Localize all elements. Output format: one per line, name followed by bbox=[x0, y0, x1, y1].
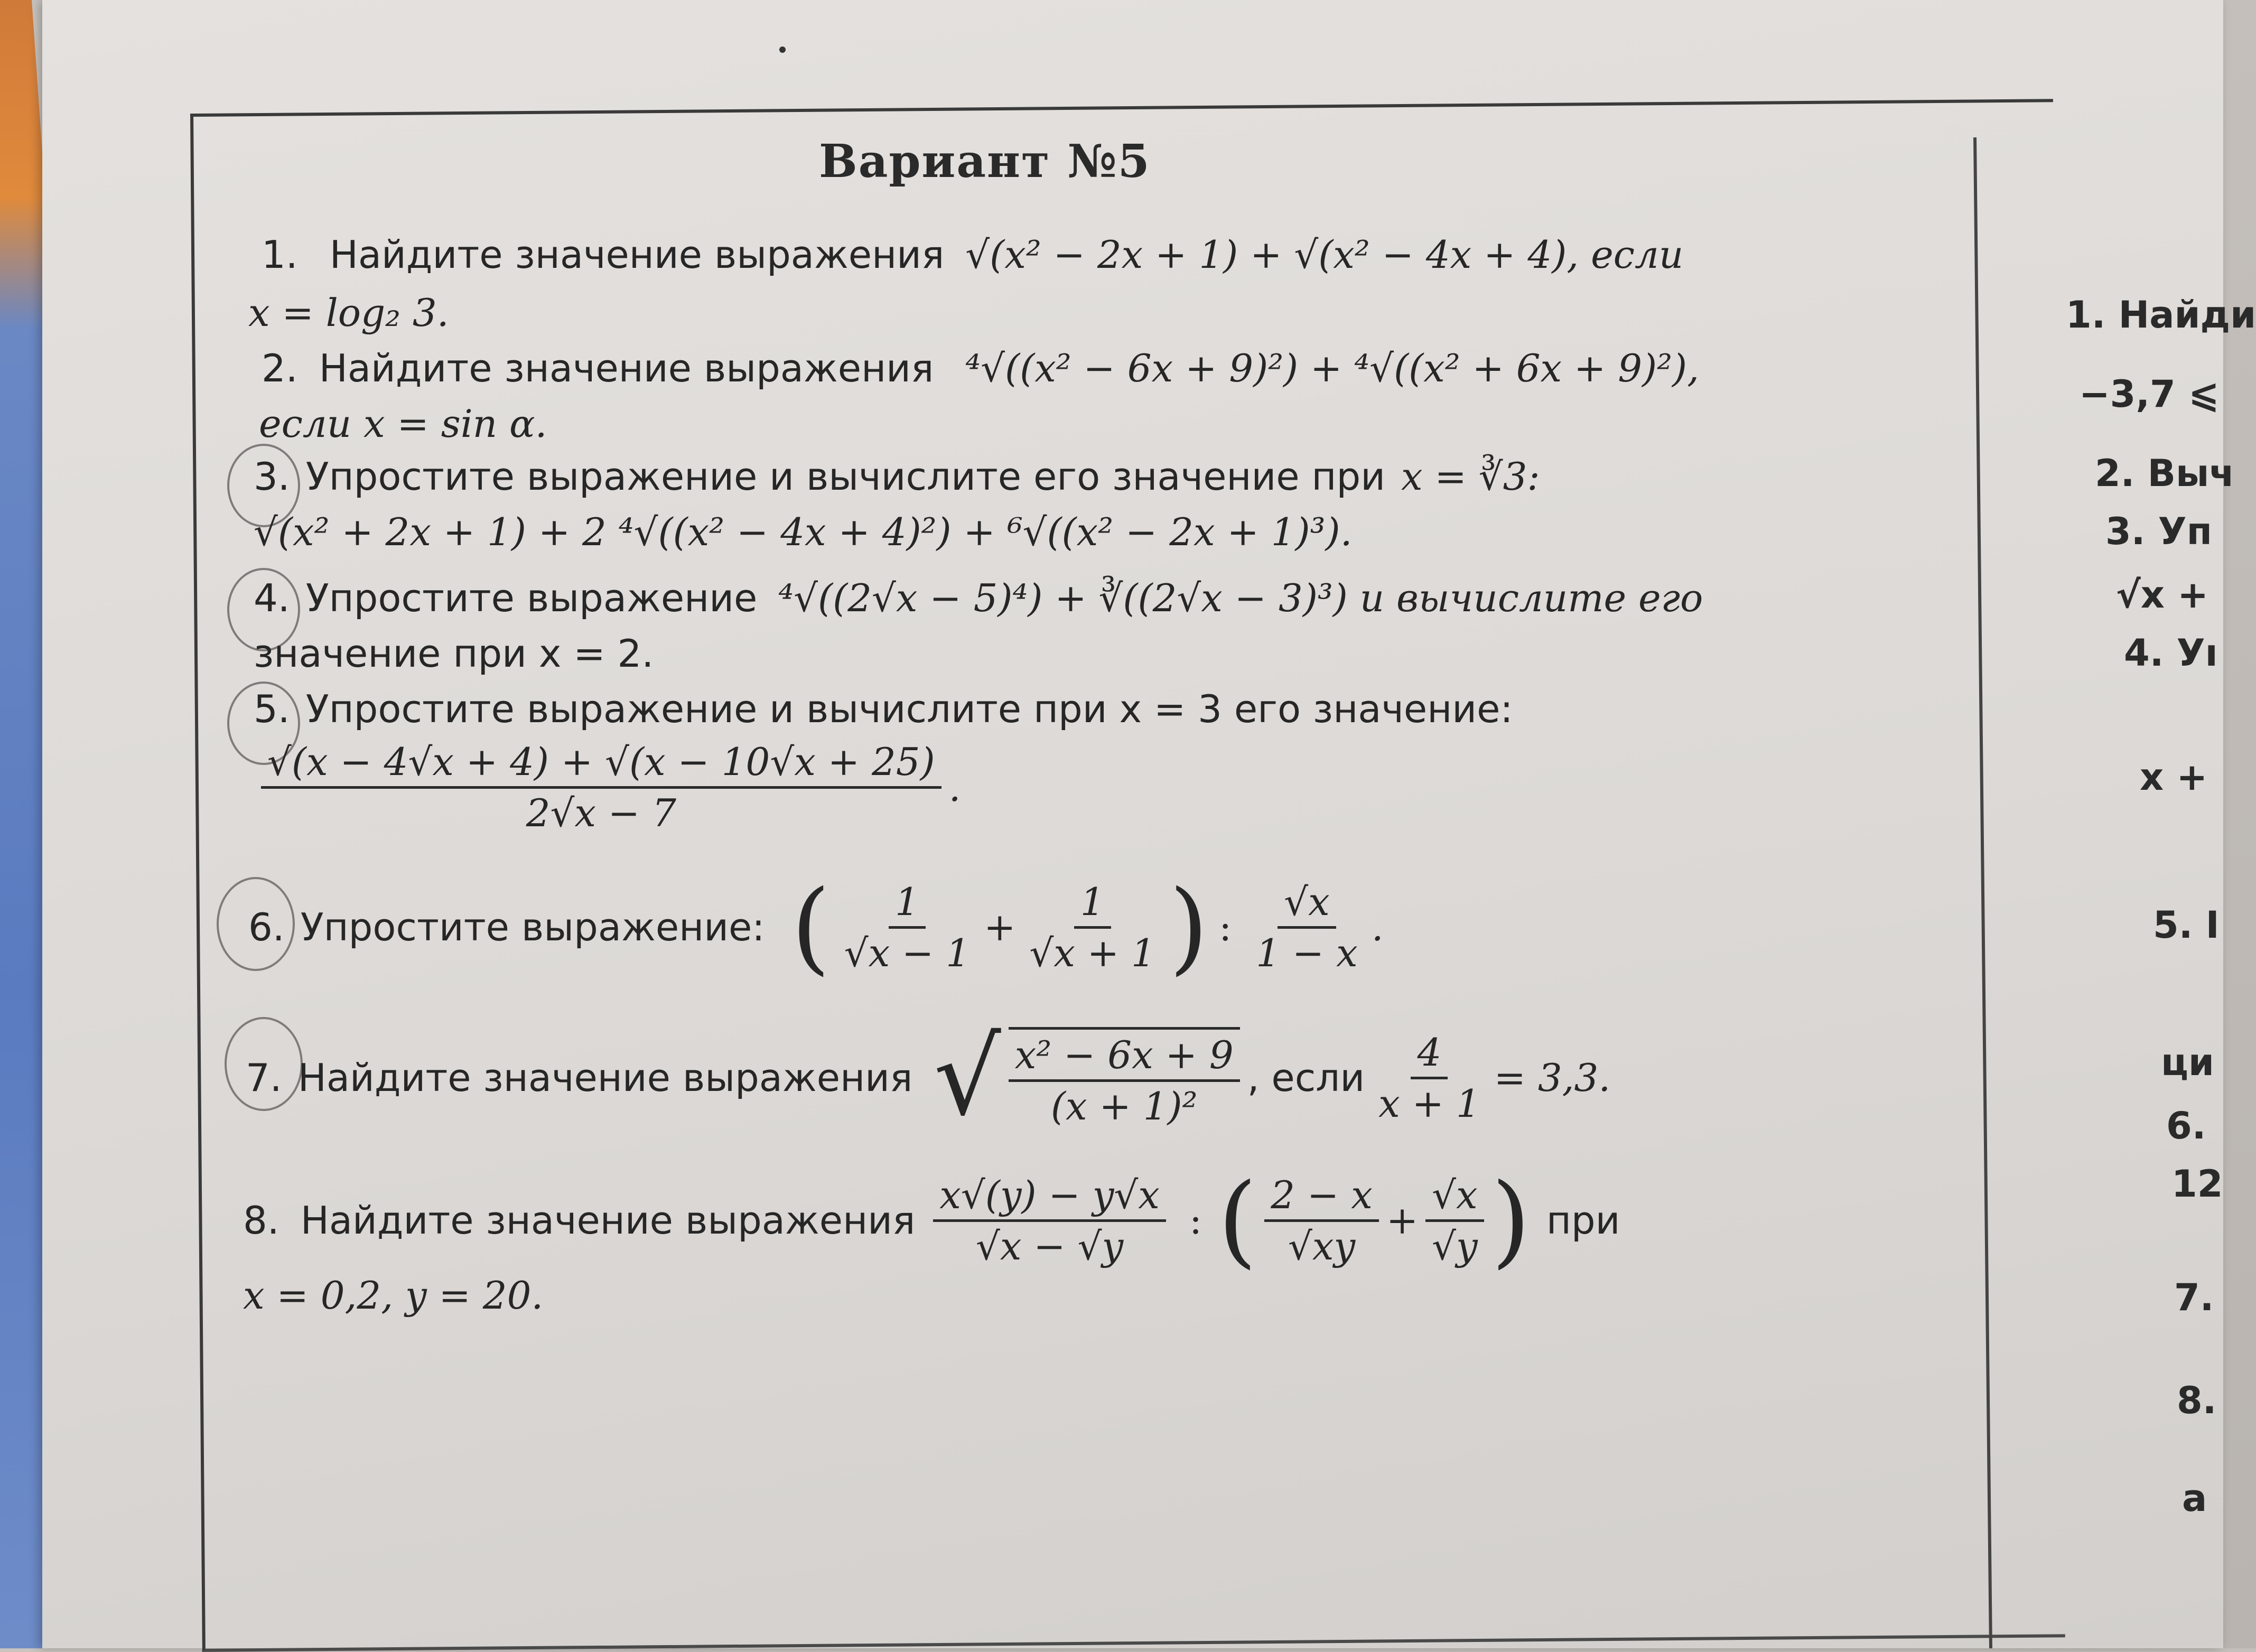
problem-8-continuation bbox=[243, 1273, 543, 1318]
problem-text: Упростите выражение bbox=[305, 576, 758, 620]
fraction-denominator: √y bbox=[1432, 1224, 1478, 1268]
problem-2 bbox=[262, 346, 1699, 390]
side-item: 6. bbox=[2166, 1104, 2206, 1147]
right-paren: ) bbox=[1491, 1162, 1531, 1278]
problem-number: 2. bbox=[262, 346, 298, 390]
problem-number: 7. bbox=[246, 1056, 282, 1100]
side-item: x + bbox=[2140, 755, 2208, 799]
problem-1 bbox=[262, 232, 1683, 277]
problem-1-continuation bbox=[248, 291, 449, 335]
fraction-numerator: √(x − 4√x + 4) + √(x − 10√x + 25) bbox=[261, 740, 941, 789]
plus-sign: + bbox=[984, 905, 1016, 949]
fraction-numerator: 1 bbox=[889, 880, 926, 929]
problem-3-continuation bbox=[254, 510, 1352, 554]
problem-condition: x = 0,2, y = 20. bbox=[243, 1273, 544, 1318]
side-item: 5. I bbox=[2153, 903, 2220, 947]
fraction-numerator: 4 bbox=[1411, 1030, 1448, 1079]
right-paren: ) bbox=[1169, 869, 1208, 985]
problem-7 bbox=[246, 1016, 1611, 1139]
fraction-numerator: √x bbox=[1425, 1173, 1484, 1222]
end-punctuation: . bbox=[1371, 905, 1384, 949]
side-item: 7. bbox=[2174, 1276, 2214, 1319]
problem-expression: √(x² + 2x + 1) + 2 ⁴√((x² − 4x + 4)²) + ⁶√((x² − 2x + 1)³). bbox=[254, 510, 1353, 554]
problem-number: 3. bbox=[254, 454, 290, 499]
side-item: 12 bbox=[2171, 1162, 2223, 1206]
connector-text: при bbox=[1546, 1198, 1620, 1243]
problem-text: Найдите значение выражения bbox=[297, 1056, 913, 1100]
fraction-denominator: √x − 1 bbox=[844, 930, 971, 975]
side-item: a bbox=[2182, 1477, 2207, 1520]
problem-number: 8. bbox=[243, 1198, 279, 1243]
fraction-denominator: √x + 1 bbox=[1029, 930, 1155, 975]
problem-number: 4. bbox=[254, 576, 290, 620]
fraction bbox=[1264, 1173, 1379, 1268]
fraction-numerator: 1 bbox=[1074, 880, 1111, 929]
problem-text: Найдите значение выражения bbox=[319, 346, 934, 390]
side-item: 8. bbox=[2177, 1379, 2217, 1422]
problem-text: Упростите выражение: bbox=[300, 905, 765, 949]
fraction bbox=[1425, 1173, 1484, 1268]
side-item: 1. Найди bbox=[2066, 293, 2256, 337]
side-item: 4. Уı bbox=[2124, 631, 2218, 675]
problem-text: Найдите значение выражения bbox=[300, 1198, 916, 1243]
fraction bbox=[261, 740, 941, 835]
fraction-numerator: x√(y) − y√x bbox=[933, 1173, 1166, 1222]
page-title: Вариант №5 bbox=[819, 135, 1151, 188]
left-paren: ( bbox=[791, 869, 831, 985]
fraction-denominator: x + 1 bbox=[1378, 1081, 1480, 1126]
problem-condition: если x = sin α. bbox=[259, 402, 547, 446]
problem-8 bbox=[243, 1162, 1620, 1278]
problem-4 bbox=[254, 576, 1703, 620]
divide-sign: : bbox=[1218, 905, 1232, 949]
problem-expression: ⁴√((2√x − 5)⁴) + ∛((2√x − 3)³) и вычислите его bbox=[778, 576, 1703, 620]
fraction-numerator: 2 − x bbox=[1264, 1173, 1379, 1222]
side-item: √x + bbox=[2116, 573, 2208, 617]
problem-expression: ⁴√((x² − 6x + 9)²) + ⁴√((x² + 6x + 9)²), bbox=[965, 346, 1699, 390]
problem-number: 6. bbox=[248, 905, 285, 949]
fraction bbox=[933, 1173, 1166, 1268]
side-item: −3,7 ⩽ bbox=[2079, 372, 2220, 416]
fraction bbox=[1009, 1027, 1240, 1128]
radical-sign: √ bbox=[934, 1016, 1001, 1139]
connector-text: , если bbox=[1247, 1056, 1365, 1100]
problem-2-continuation bbox=[259, 402, 547, 446]
fraction-denominator: 2√x − 7 bbox=[526, 791, 676, 835]
problem-text: Найдите значение выражения bbox=[329, 232, 945, 277]
end-punctuation: . bbox=[948, 765, 961, 810]
fraction bbox=[838, 880, 976, 975]
problem-number: 5. bbox=[254, 687, 290, 731]
fraction-denominator: 1 − x bbox=[1256, 930, 1358, 975]
problem-number: 1. bbox=[262, 232, 298, 277]
problem-6 bbox=[248, 869, 1384, 985]
problem-text: Упростите выражение и вычислите его значение при bbox=[305, 454, 1385, 499]
problem-expression: √(x² − 2x + 1) + √(x² − 4x + 4), если bbox=[965, 232, 1684, 277]
side-item: 2. Выч bbox=[2095, 452, 2235, 495]
divide-sign: : bbox=[1189, 1198, 1202, 1243]
fraction bbox=[1372, 1030, 1487, 1126]
fraction-denominator: √xy bbox=[1288, 1224, 1356, 1268]
side-item: ци bbox=[2161, 1041, 2214, 1084]
fraction-numerator: √x bbox=[1278, 880, 1336, 929]
problem-condition: значение при x = 2. bbox=[254, 631, 654, 676]
problem-condition: x = ∛3: bbox=[1401, 454, 1540, 499]
equation-result: = 3,3. bbox=[1494, 1056, 1611, 1100]
fraction-denominator: (x + 1)² bbox=[1050, 1084, 1198, 1128]
problem-4-continuation bbox=[254, 631, 654, 676]
fraction bbox=[1023, 880, 1161, 975]
problem-3 bbox=[254, 454, 1540, 499]
fraction-denominator: √x − √y bbox=[976, 1224, 1124, 1268]
problem-5 bbox=[254, 687, 1513, 731]
problem-condition: x = log₂ 3. bbox=[248, 291, 449, 335]
fraction bbox=[1250, 880, 1364, 975]
fraction-numerator: x² − 6x + 9 bbox=[1009, 1033, 1240, 1082]
side-item: 3. Уп bbox=[2105, 510, 2213, 553]
problem-5-fraction bbox=[254, 740, 961, 835]
plus-sign: + bbox=[1386, 1198, 1419, 1243]
problem-text: Упростите выражение и вычислите при x = 3 его значение: bbox=[305, 687, 1513, 731]
left-paren: ( bbox=[1218, 1162, 1257, 1278]
